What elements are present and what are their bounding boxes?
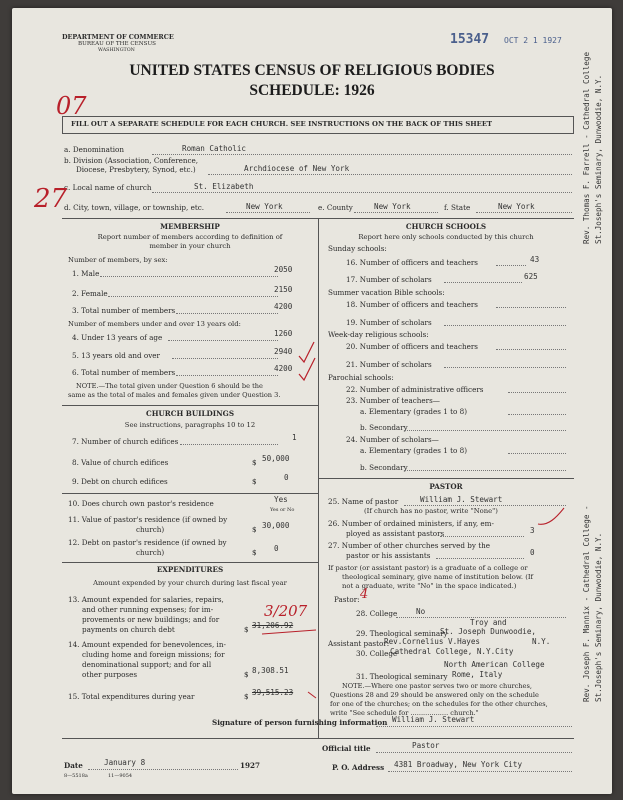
- q20-label: 20. Number of officers and teachers: [346, 342, 478, 351]
- signature-value: William J. Stewart: [392, 715, 475, 724]
- date-label: Date: [64, 761, 83, 770]
- q16-value: 43: [530, 255, 540, 264]
- q29-value-line-1: Troy and: [470, 618, 507, 627]
- q28-label: 28. College: [356, 609, 398, 618]
- q13-dollar: $: [244, 625, 249, 634]
- graduate-note-2: theological seminary, give name of institution below. (If: [342, 573, 534, 581]
- pastor-note-3: for one of the churches; on the schedules for the other churches,: [330, 700, 548, 708]
- q13-label-3: provements or new buildings; and for: [82, 615, 220, 624]
- instruction-box: [62, 116, 574, 134]
- q17-label: 17. Number of scholars: [346, 275, 432, 284]
- division-label: b. Division (Association, Conference,: [64, 156, 199, 165]
- q5-value: 2940: [274, 347, 293, 356]
- red-check-q26: [534, 504, 568, 530]
- membership-heading: MEMBERSHIP: [160, 222, 220, 231]
- q9-label: 9. Debt on church edifices: [72, 477, 168, 486]
- q22-label: 22. Number of administrative officers: [346, 385, 484, 394]
- q14-label-3: denominational support; and for all: [82, 660, 212, 669]
- q30-label: 30. College: [356, 649, 398, 658]
- stamp-number: 15347: [450, 32, 490, 47]
- q13-label-2: and other running expenses; for im-: [82, 605, 214, 614]
- q24b-label: b. Secondary: [360, 463, 408, 472]
- q8-label: 8. Value of church edifices: [72, 458, 169, 467]
- county-label: e. County: [318, 203, 353, 212]
- form-subtitle: SCHEDULE: 1926: [249, 82, 375, 99]
- q26-label: 26. Number of ordained ministers, if any, em-: [328, 519, 494, 528]
- q6-value: 4200: [274, 364, 293, 373]
- graduate-note: If pastor (or assistant pastor) is a graduate of a college or: [328, 564, 528, 572]
- po-address-label: P. O. Address: [332, 763, 385, 772]
- q25-label: 25. Name of pastor: [328, 497, 399, 506]
- schools-heading: CHURCH SCHOOLS: [405, 222, 487, 231]
- denomination-label: a. Denomination: [64, 145, 124, 154]
- sunday-schools-label: Sunday schools:: [328, 244, 387, 253]
- red-mark-07: 07: [56, 92, 87, 120]
- graduate-note-3: not a graduate, write "No" in the space indicated.): [342, 582, 517, 590]
- city-label: WASHINGTON: [98, 48, 135, 53]
- q31-value: Rome, Italy: [452, 670, 503, 679]
- pastor-note: NOTE.—Where one pastor serves two or more churches,: [342, 682, 532, 690]
- q12-value: 0: [274, 544, 279, 553]
- q15-dollar: $: [244, 692, 249, 701]
- q8-dollar: $: [252, 458, 257, 467]
- q16-label: 16. Number of officers and teachers: [346, 258, 478, 267]
- summer-schools-label: Summer vacation Bible schools:: [328, 288, 445, 297]
- q31-label: 31. Theological seminary: [356, 672, 448, 681]
- q14-dollar: $: [244, 670, 249, 679]
- stamp-date: OCT 2 1 1927: [504, 36, 562, 45]
- census-schedule-sheet: [12, 8, 612, 794]
- pastor-note-2: Questions 28 and 29 should be answered only on the schedule: [330, 691, 539, 699]
- side-note-4: St.Joseph's Seminary, Dunwoodie, N.Y.: [594, 532, 603, 702]
- q15-label: 15. Total expenditures during year: [68, 692, 195, 701]
- q10-label: 10. Does church own pastor's residence: [68, 499, 214, 508]
- pastor-heading: PASTOR: [429, 482, 463, 491]
- red-check-marks: [296, 338, 318, 382]
- po-address-value: 4381 Broadway, New York City: [394, 760, 523, 769]
- membership-intro: Report number of members according to definition of: [97, 233, 283, 241]
- q12-dollar: $: [252, 548, 257, 557]
- q26-label-2: ployed as assistant pastors: [346, 529, 445, 538]
- q27-label-2: pastor or his assistants: [346, 551, 431, 560]
- q9-dollar: $: [252, 477, 257, 486]
- q12-label-2: church): [136, 548, 165, 557]
- form-number-2: 11—9054: [108, 773, 133, 779]
- yes-no-hint: Yes or No: [270, 507, 295, 513]
- q26-value: 3: [530, 526, 535, 535]
- schools-intro: Report here only schools conducted by this church: [358, 233, 534, 241]
- red-mark-27: 27: [34, 184, 68, 214]
- county-value: New York: [374, 202, 411, 211]
- department-label: DEPARTMENT OF COMMERCE: [62, 33, 174, 41]
- form-title: UNITED STATES CENSUS OF RELIGIOUS BODIES: [129, 62, 495, 79]
- q30-value: Cathedral College, N.Y.City: [390, 647, 514, 656]
- q23-label: 23. Number of teachers—: [346, 396, 440, 405]
- date-value: January 8: [104, 758, 146, 767]
- q27-value: 0: [530, 548, 535, 557]
- q29-label: 29. Theological seminary: [356, 629, 448, 638]
- q23b-label: b. Secondary: [360, 423, 408, 432]
- red-strike-marks: [212, 612, 318, 702]
- side-note-3: Rev. Joseph F. Mannix - Cathedral College -: [582, 505, 591, 702]
- q11-dollar: $: [252, 525, 257, 534]
- q7-label: 7. Number of church edifices: [72, 437, 179, 446]
- weekday-schools-label: Week-day religious schools:: [328, 330, 429, 339]
- q29-value: St. Joseph Dunwoodie,: [440, 627, 537, 636]
- q25-value: William J. Stewart: [420, 495, 503, 504]
- q7-value: 1: [292, 433, 297, 442]
- signature-label: Signature of person furnishing information: [212, 718, 388, 727]
- q13-label-4: payments on church debt: [82, 625, 175, 634]
- q2-value: 2150: [274, 285, 293, 294]
- q28-value: No: [416, 607, 426, 616]
- date-year: 1927: [240, 761, 261, 770]
- q9-value: 0: [284, 473, 289, 482]
- q27-label: 27. Number of other churches served by the: [328, 541, 491, 550]
- q14-label: 14. Amount expended for benevolences, in-: [68, 640, 226, 649]
- q23a-label: a. Elementary (grades 1 to 8): [360, 407, 467, 416]
- q24-label: 24. Number of scholars—: [346, 435, 439, 444]
- membership-intro-2: member in your church: [149, 242, 231, 250]
- q11-label-2: church): [136, 525, 165, 534]
- assistant-pastor-state: N.Y.: [532, 637, 551, 646]
- state-label: f. State: [444, 203, 471, 212]
- q13-label: 13. Amount expended for salaries, repairs,: [68, 595, 224, 604]
- membership-by-age: Number of members under and over 13 years old:: [68, 320, 241, 328]
- q11-value: 30,000: [262, 521, 290, 530]
- membership-note: NOTE.—The total given under Question 6 should be the: [76, 382, 263, 390]
- q14-label-2: cluding home and foreign missions; for: [82, 650, 225, 659]
- q31-value-line-1: North American College: [444, 660, 545, 669]
- buildings-see: See instructions, paragraphs 10 to 12: [124, 421, 256, 429]
- q15-value: 39,515.23: [252, 688, 294, 697]
- q24a-label: a. Elementary (grades 1 to 8): [360, 446, 467, 455]
- official-title-label: Official title: [322, 744, 371, 753]
- division-value: Archdiocese of New York: [244, 164, 350, 173]
- side-note-1: Rev. Thomas F. Farrell - Cathedral College: [582, 51, 591, 244]
- expenditures-heading: EXPENDITURES: [156, 565, 224, 574]
- state-value: New York: [498, 202, 535, 211]
- q6-label: 6. Total number of members: [72, 368, 176, 377]
- official-title-value: Pastor: [412, 741, 440, 750]
- assistant-pastor-value: Rev.Cornelius V.Hayes: [384, 637, 481, 646]
- q21-label: 21. Number of scholars: [346, 360, 432, 369]
- membership-note-2: same as the total of males and females given under Question 3.: [68, 391, 281, 399]
- q3-value: 4200: [274, 302, 293, 311]
- q13-value: 31,206.92: [252, 621, 294, 630]
- membership-by-sex: Number of members, by sex:: [68, 256, 168, 264]
- pastor-note-4: write "See schedule for .................. church.": [330, 709, 479, 717]
- instruction-text: FILL OUT A SEPARATE SCHEDULE FOR EACH CHURCH. SEE INSTRUCTIONS ON THE BACK OF THIS SHEET: [71, 120, 493, 128]
- q19-label: 19. Number of scholars: [346, 318, 432, 327]
- red-mark-3207: 3/207: [264, 602, 308, 620]
- q14-value: 8,308.51: [252, 666, 289, 675]
- q1-value: 2050: [274, 265, 293, 274]
- q18-label: 18. Number of officers and teachers: [346, 300, 478, 309]
- city-field-value: New York: [246, 202, 283, 211]
- q10-value: Yes: [274, 495, 288, 504]
- city-field-label: d. City, town, village, or township, etc.: [64, 203, 205, 212]
- expenditures-intro: Amount expended by your church during last fiscal year: [93, 579, 287, 587]
- local-name-label: c. Local name of church: [64, 183, 152, 192]
- q2-label: 2. Female: [72, 289, 108, 298]
- q12-label: 12. Debt on pastor's residence (if owned by: [68, 538, 227, 547]
- local-name-value: St. Elizabeth: [194, 182, 254, 191]
- pastor-subheading: Pastor:: [334, 595, 360, 604]
- parochial-schools-label: Parochial schools:: [328, 373, 394, 382]
- bureau-label: BUREAU OF THE CENSUS: [78, 41, 157, 47]
- q25-hint: (If church has no pastor, write "None"): [364, 507, 498, 515]
- form-number: 8—5518a: [64, 773, 88, 779]
- q8-value: 50,000: [262, 454, 290, 463]
- red-mark-4: 4: [360, 587, 369, 602]
- denomination-value: Roman Catholic: [182, 144, 247, 153]
- division-label-2: Diocese, Presbytery, Synod, etc.): [76, 165, 196, 174]
- q17-value: 625: [524, 272, 538, 281]
- assistant-pastor-label: Assistant pastor:: [328, 639, 390, 648]
- q5-label: 5. 13 years old and over: [72, 351, 160, 360]
- buildings-heading: CHURCH BUILDINGS: [145, 409, 235, 418]
- q3-label: 3. Total number of members: [72, 306, 176, 315]
- q14-label-4: other purposes: [82, 670, 138, 679]
- side-note-2: St.Joseph's Seminary, Dunwoodie, N.Y.: [594, 74, 603, 244]
- q1-label: 1. Male: [72, 269, 100, 278]
- q4-value: 1260: [274, 329, 293, 338]
- q4-label: 4. Under 13 years of age: [72, 333, 163, 342]
- q11-label: 11. Value of pastor's residence (if owned by: [68, 515, 228, 524]
